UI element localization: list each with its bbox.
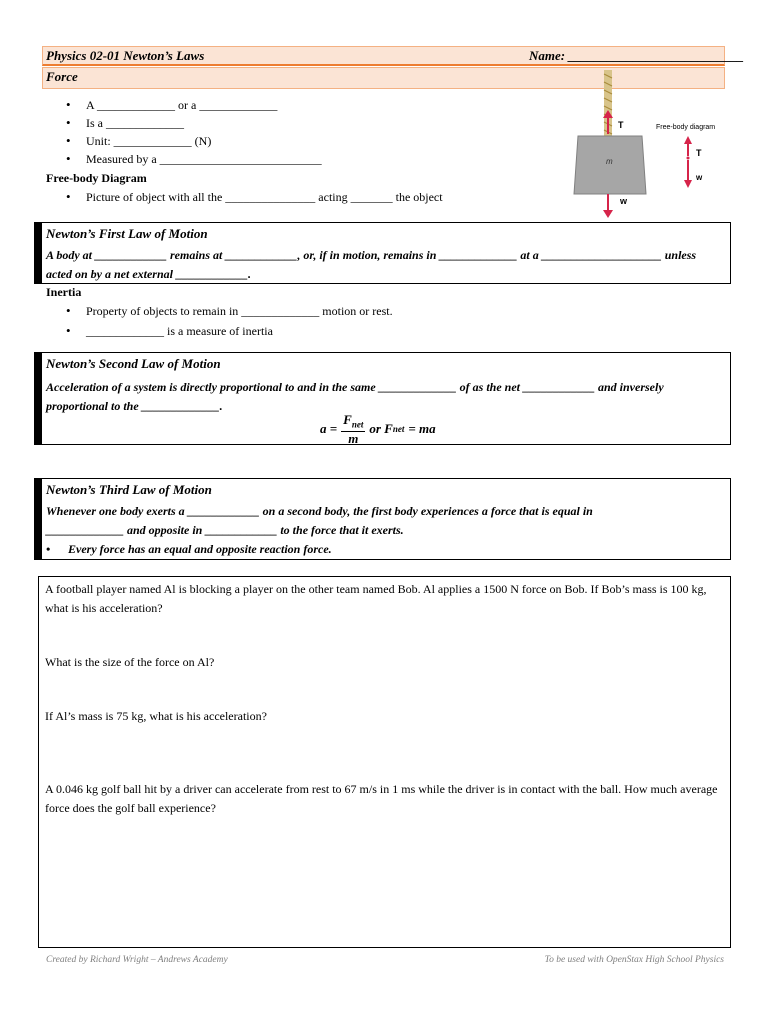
fbd-t-label: T	[696, 148, 702, 158]
weight-label: w	[620, 196, 628, 206]
fbd-caption: Free-body diagram	[656, 124, 716, 131]
equation-or-sub: net	[392, 424, 405, 434]
inertia-bullet-list	[42, 301, 562, 341]
list-item: • Unit: _____________ (N)	[42, 132, 562, 150]
question-3: If Al’s mass is 75 kg, what is his acceleration?	[45, 709, 267, 723]
weight-arrowhead	[603, 210, 613, 218]
equation-or: or F	[369, 421, 393, 436]
equation-denominator: m	[348, 431, 359, 447]
fbd-w-label: w	[696, 173, 703, 182]
list-item: • Is a _____________	[42, 114, 562, 132]
tension-label: T	[618, 120, 624, 130]
third-law-line-1: Whenever one body exerts a ____________ on a second body, the first body experiences a force that is equal in	[46, 504, 593, 518]
first-law-line-2: acted on by a net external ____________.	[46, 267, 251, 281]
second-law-box	[34, 352, 731, 445]
second-law-title: Newton’s Second Law of Motion	[46, 356, 221, 371]
fbd-bullet-list	[42, 188, 562, 206]
equation-fraction	[341, 413, 365, 446]
second-law-line-2: proportional to the _____________.	[46, 399, 223, 413]
equation-numerator-sub: net	[351, 419, 364, 430]
bullet-dot: •	[46, 542, 51, 556]
page-title: Physics 02-01 Newton’s Laws	[46, 48, 205, 63]
hanging-mass-figure	[570, 70, 730, 220]
list-item: • Measured by a ___________________________	[42, 150, 562, 168]
equation-rhs: = ma	[408, 421, 436, 436]
list-item: • A _____________ or a _____________	[42, 96, 562, 114]
third-law-bullet	[46, 540, 724, 559]
fbd-tension-arrowhead	[684, 136, 692, 144]
force-bullet-list	[42, 96, 562, 168]
footer-credit: Created by Richard Wright – Andrews Academy	[46, 955, 228, 965]
section-title-force: Force	[46, 69, 78, 84]
footer-source: To be used with OpenStax High School Physics	[544, 955, 724, 965]
fbd-heading: Free-body Diagram	[46, 171, 147, 185]
first-law-line-1: A body at ____________ remains at ____________, or, if in motion, remains in _____________ at a ____________________ unless	[46, 248, 697, 262]
question-2: What is the size of the force on Al?	[45, 655, 215, 669]
name-field-label: Name: ___________________________	[529, 48, 744, 63]
fbd-weight-arrowhead	[684, 180, 692, 188]
third-law-line-2: _____________ and opposite in ____________ to the force that it exerts.	[46, 523, 404, 537]
second-law-equation	[320, 413, 436, 445]
list-item: • _____________ is a measure of inertia	[42, 321, 562, 341]
list-item: • Property of objects to remain in _____________ motion or rest.	[42, 301, 562, 321]
equation-a: a =	[320, 421, 338, 436]
second-law-line-1: Acceleration of a system is directly proportional to and in the same _____________ of as the net ____________ and inversely	[46, 380, 664, 394]
questions-box	[38, 576, 731, 948]
question-4: A 0.046 kg golf ball hit by a driver can accelerate from rest to 67 m/s in 1 ms while the driver is in contact with the ball. How much average force does the golf ball experience?	[45, 782, 718, 815]
first-law-box	[34, 222, 731, 284]
third-law-box	[34, 478, 731, 560]
list-item: • Picture of object with all the _______________ acting _______ the object	[42, 188, 562, 206]
first-law-title: Newton’s First Law of Motion	[46, 226, 208, 241]
mass-label: m	[606, 157, 613, 166]
third-law-title: Newton’s Third Law of Motion	[46, 482, 212, 497]
equation-numerator: F	[343, 411, 352, 427]
fbd-point	[687, 157, 690, 160]
question-1: A football player named Al is blocking a player on the other team named Bob. Al applies a 1500 N force on Bob. If Bob’s mass is 100 kg, what is his acceleration?	[45, 582, 707, 615]
inertia-heading: Inertia	[46, 285, 82, 299]
third-law-bullet-text: Every force has an equal and opposite reaction force.	[68, 542, 332, 556]
